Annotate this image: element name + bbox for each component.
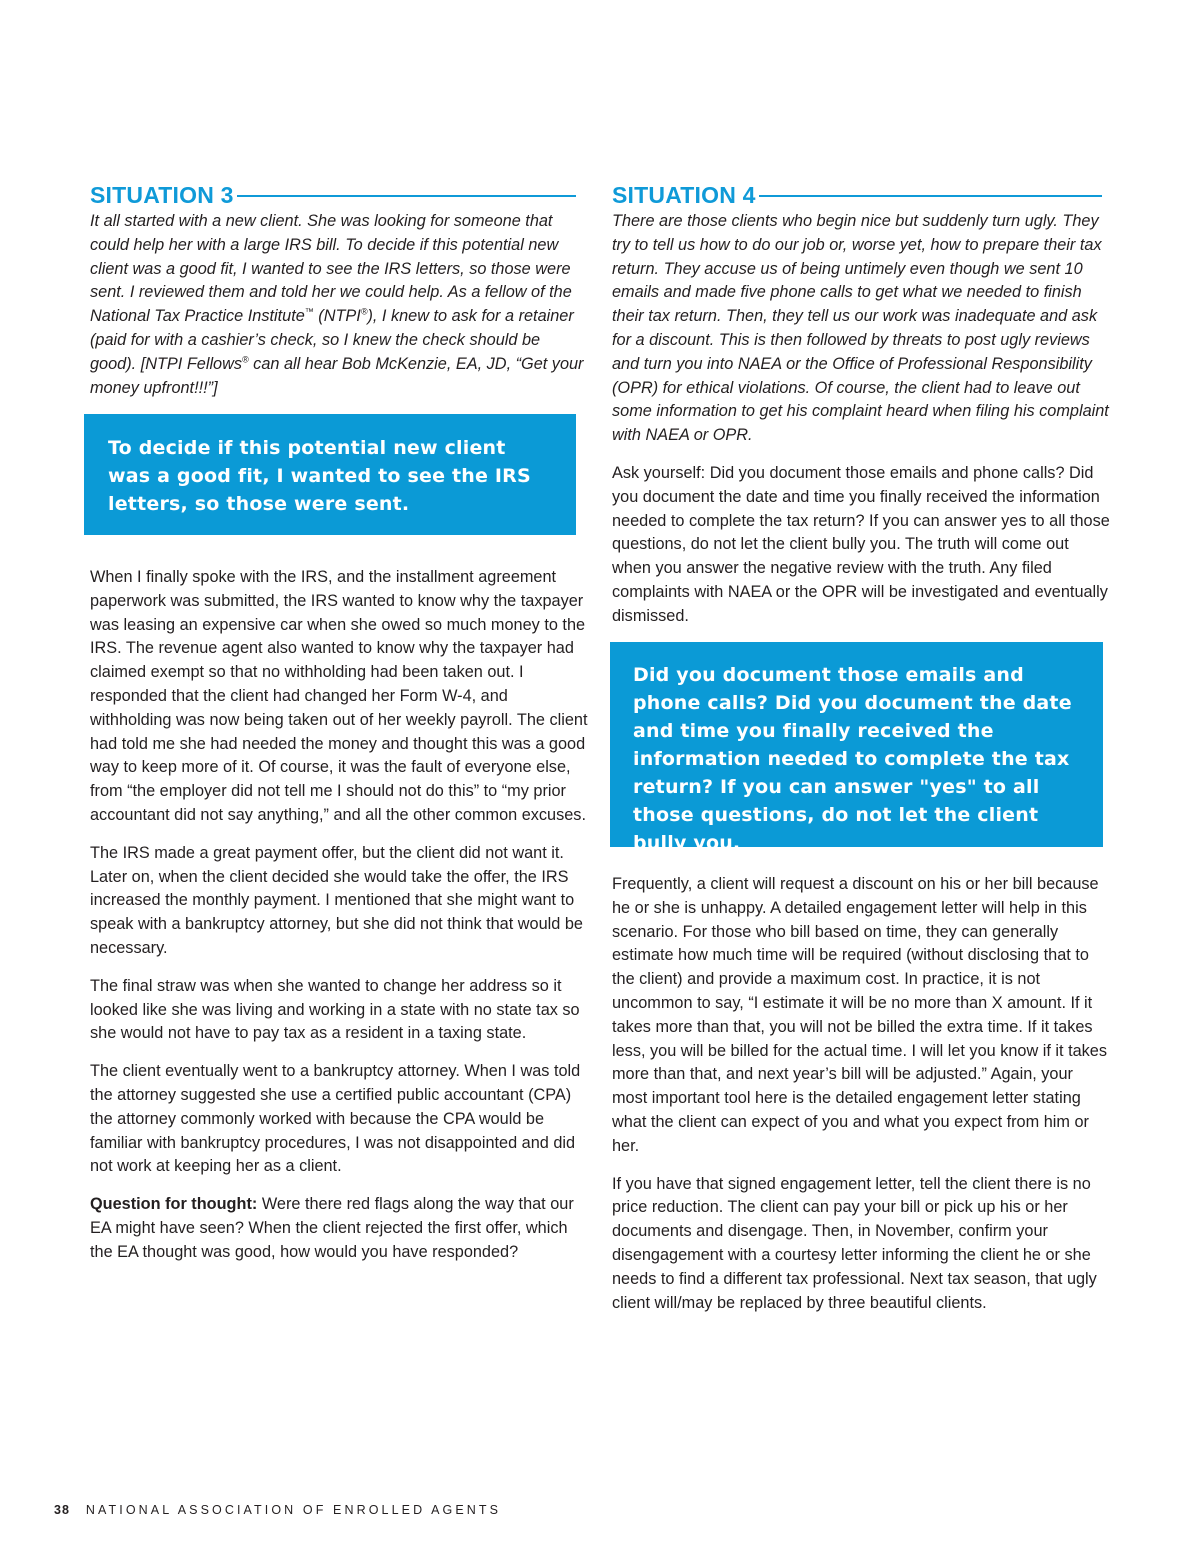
question-label: Question for thought:	[90, 1195, 258, 1214]
situation-3-title: SITUATION 3	[90, 181, 234, 208]
situation-4-title: SITUATION 4	[612, 181, 756, 208]
situation-3-paragraph-1: When I finally spoke with the IRS, and the installment agreement paperwork was submitted, the IRS wanted to know why the taxpayer was leasing an expensive car when she owed so much money to the IRS. The revenue agent also wanted to know why the taxpayer had claimed exempt so that no withholding had been taken out. I responded that the client had changed her Form W-4, and withholding was now being taken out of her weekly payroll. The client had told me she had needed the money and thought this was a good way to keep more of it. Of course, it was the fault of everyone else, from “the employer did not tell me I should not do this” to “my prior accountant did not say anything,” and all the other common excuses.	[90, 568, 588, 824]
situation-4-heading	[612, 181, 1102, 209]
heading-rule	[237, 195, 576, 197]
page-number: 38	[54, 1503, 70, 1517]
situation-4-paragraph-3: If you have that signed engagement letter, tell the client there is no price reduction. The client can pay your bill or pick up his or her documents and disengage. Then, in November, confirm your disengagement with a courtesy letter informing the client he or she needs to find a different tax professional. Next tax season, that ugly client will/may be replaced by three beautiful clients.	[612, 1174, 1097, 1312]
heading-rule	[759, 195, 1102, 197]
situation-4-body	[612, 873, 1112, 1315]
situation-3-pull-quote: To decide if this potential new client was a good fit, I wanted to see the IRS letters, so those were sent.	[84, 414, 576, 535]
question-text: Were there red flags along the way that our EA might have seen? When the client rejected the first offer, which the EA thought was good, how would you have responded?	[90, 1195, 574, 1261]
situation-3-body	[90, 566, 590, 1265]
situation-3-paragraph-4: The client eventually went to a bankruptcy attorney. When I was told the attorney suggested she use a certified public accountant (CPA) the attorney commonly worked with because the CPA would be familiar with bankruptcy procedures, I was not disappointed and did not work at keeping her as a client.	[90, 1062, 581, 1176]
question-for-thought	[90, 1193, 590, 1264]
situation-3-paragraph-2: The IRS made a great payment offer, but the client did not want it. Later on, when the client decided she would take the offer, the IRS increased the monthly payment. I mentioned that she might want to speak with a bankruptcy attorney, but she did not think that would be necessary.	[90, 843, 583, 957]
situation-3-section	[90, 181, 588, 400]
situation-3-paragraph-3: The final straw was when she wanted to change her address so it looked like she was living and working in a state with no state tax so she would not have to pay tax as a resident in a taxing state.	[90, 976, 580, 1043]
situation-4-intro: There are those clients who begin nice but suddenly turn ugly. They try to tell us how to do our job or, worse yet, how to prepare their tax return. They accuse us of being untimely even though we sent 10 emails and made five phone calls to get what we needed to finish their tax return. Then, they tell us our work was inadequate and ask for a discount. This is then followed by threats to post ugly reviews and turn you into NAEA or the Office of Professional Responsibility (OPR) for ethical violations. Of course, the client had to leave out some information to get his complaint heard when filing his complaint with NAEA or OPR.	[612, 212, 1109, 445]
publication-name: NATIONAL ASSOCIATION OF ENROLLED AGENTS	[85, 1503, 502, 1517]
situation-3-intro: It all started with a new client. She was looking for someone that could help her with a large IRS bill. To decide if this potential new client was a good fit, I wanted to see the IRS letters, so those were sent. I reviewed them and told her we could help. As a fellow of the National Tax Practice Institute™ (NTPI®), I knew to ask for a retainer (paid for with a cashier’s check, so I knew the check should be good). [NTPI Fellows® can all hear Bob McKenzie, EA, JD, “Get your money upfront!!!”]	[90, 212, 584, 397]
situation-4-pull-quote: Did you document those emails and phone calls? Did you document the date and time you finally received the information needed to complete the tax return? If you can answer "yes" to all those questions, do not let the client bully you.	[610, 642, 1103, 847]
situation-4-paragraph-2: Frequently, a client will request a discount on his or her bill because he or she is unhappy. A detailed engagement letter will help in this scenario. For those who bill based on time, they can generally estimate how much time will be required (without disclosing that to the client) and provide a maximum cost. In practice, it is not uncommon to say, “I estimate it will be no more than X amount. If it takes more than that, you will not be billed the extra time. If it takes less, you will be billed for the actual time. I will let you know if it takes more than that, and next year’s bill will be adjusted.” Again, your most important tool here is the detailed engagement letter stating what the client can expect of you and what you expect from him or her.	[612, 875, 1107, 1155]
situation-4-section	[612, 181, 1112, 629]
situation-3-heading	[90, 181, 576, 209]
page-footer	[54, 1503, 501, 1517]
situation-4-paragraph-1: Ask yourself: Did you document those emails and phone calls? Did you document the date and time you finally received the information needed to complete the tax return? If you can answer yes to all those questions, do not let the client bully you. The truth will come out when you answer the negative review with the truth. Any filed complaints with NAEA or the OPR will be investigated and eventually dismissed.	[612, 463, 1110, 625]
